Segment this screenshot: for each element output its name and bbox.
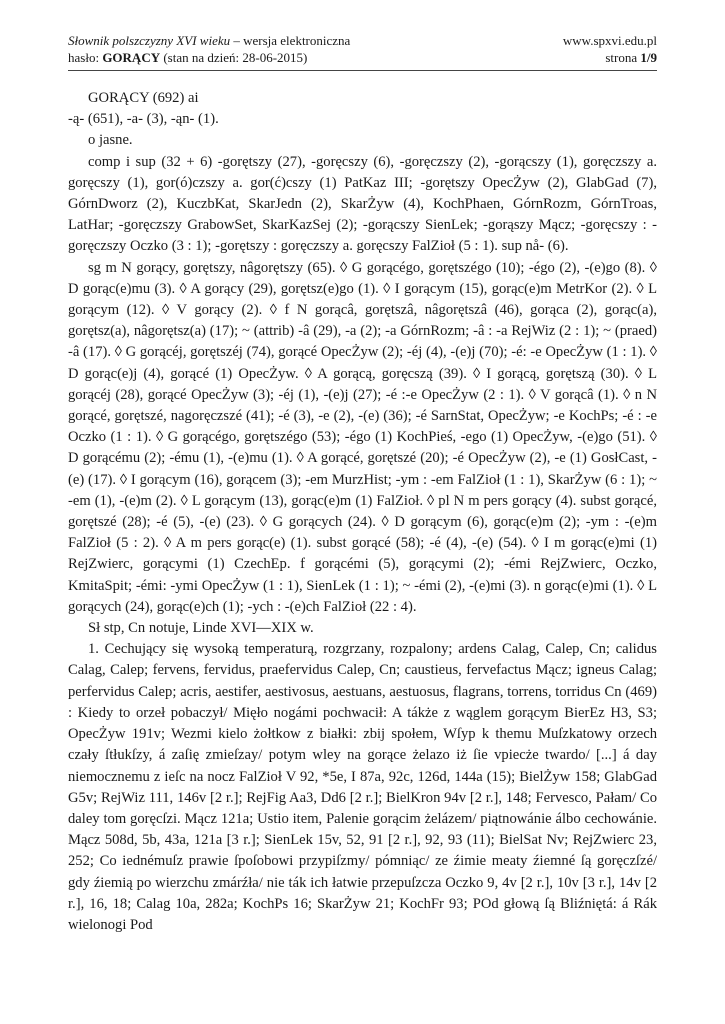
entry-date: (stan na dzień: 28-06-2015) — [160, 50, 308, 65]
header-row-1 — [68, 32, 657, 49]
entry-label: hasło: — [68, 50, 103, 65]
entry-comparison: comp i sup (32 + 6) -gorętszy (27), -goręcszy (6), -goręczszy (2), -gorącszy (1), goręczszy a. goręcszy (1), gor(ó)czszy a. gor(ć)cszy (1) PatKaz III; -gorętszy OpecŻyw (2), GlabGad (7), GórnDworz (2), KuczbKat, SkarJedn (2), SkarŻyw (4), KochPhaen, GórnRozm, GórnTroas, LatHar; -goręczszy GrabowSet, SkarKazSej (2); -gorącszy SienLek; -gorąszy Mącz; -goręcszy : -goręczszy Oczko (3 : 1); -gorętszy : goręczszy a. goręcszy FalZioł (5 : 1). sup nå- (6). — [68, 153, 657, 255]
entry-sources: Sł stp, Cn notuje, Linde XVI—XIX w. — [88, 620, 314, 637]
header-page — [605, 49, 657, 66]
page-header — [68, 32, 657, 66]
page-label: strona — [605, 50, 641, 65]
entry-word: GORĄCY — [102, 50, 161, 65]
header-entry — [68, 49, 307, 66]
header-row-2 — [68, 49, 657, 66]
entry-inflection: sg m N gorący, gorętszy, nâgorętszy (65). ◊ G gorącégo, gorętszégo (10); -égo (2), -(e)go (8). ◊ D gorąc(e)mu (3). ◊ A gorący (29), gorętsz(e)go (1). ◊ I gorącym (15), gorąc(e)m MetrKor (2). ◊ L gorącym (12). ◊ V gorący (2). ◊ f N gorącâ, gorętszâ, nâgorętszâ (46), gorąca (2), gorąc(a), gorętsz(a), nâgorętsz(a) (17); ~ (attrib) -â (29), -a (2); -a GórnRozm; -â : -a RejWiz (2 : 1); ~ (praed) -â (17). ◊ G gorącéj, gorętszéj (74), gorącé OpecŻyw (2); -éj (4), -(e)j (70); -é: -e OpecŻyw (1 : 1). ◊ D gorąc(e)j (4), gorącé (1) OpecŻyw. ◊ A gorącą, goręcszą (39). ◊ I gorącą, gorętszą (30). ◊ L gorącéj (28), gorącé OpecŻyw (3); -éj (1), -(e)j (27); -é :-e OpecŻyw (2 : 1). ◊ V gorącâ (1). ◊ n N gorącé, gorętszé, nagoręczszé (41); -é (3), -e (2), -(e) (36); -é SarnStat, OpecŻyw; -e KochPs; -é : -e Oczko (1 : 1). ◊ G gorącégo, gorętszégo (53); -égo (1) KochPieś, -ego (1) OpecŻyw, -(e)go (51). ◊ D gorącému (2); -ému (1), -(e)mu (1). ◊ A gorącé, gorętszé (20); -é OpecŻyw (2), -e (1) GosłCast, -(e) (17). ◊ I gorącym (16), gorącem (3); -em MurzHist; -ym : -em FalZioł (1 : 1), SkarŻyw (6 : 1); ~ -em (1), -(e)m (2). ◊ L gorącym (13), gorąc(e)m (1) FalZioł. ◊ pl N m pers gorący (4). subst gorącé, gorętszé (28); -é (5), -(e) (23). ◊ G gorących (24). ◊ D gorącym (6), gorąc(e)m (2); -ym : -(e)m FalZioł (5 : 2). ◊ A m pers gorąc(e) (1). subst gorącé (58); -é (4), -(e) (54). ◊ I m gorąc(e)mi (1) RejZwierc, gorącymi (1) CzechEp. f gorącémi (5), gorącymi (2); -émi RejZwierc, Oczko, KmitaSpit; -émi: -ymi OpecŻyw (1 : 1), SienLek (1 : 1); ~ -émi (2), -(e)mi (3). n gorąc(e)mi (1). ◊ L gorących (24), gorąc(e)ch (1); -ych : -(e)ch FalZioł (22 : 4). — [68, 259, 657, 615]
header-title — [68, 32, 350, 49]
page-number: 1/9 — [640, 50, 657, 65]
entry-body — [68, 88, 657, 936]
dictionary-title: Słownik polszczyzny XVI wieku — [68, 33, 231, 48]
entry-headword: GORĄCY (692) ai — [88, 90, 199, 106]
entry-vowel-note: o jasne. — [88, 132, 133, 149]
entry-forms: -ą- (651), -a- (3), -ąn- (1). — [68, 111, 219, 128]
entry-meaning-1: 1. Cechujący się wysoką temperaturą, rozgrzany, rozpalony; ardens Calag, Calep, Cn; calidus Calag, Calep; fervens, fervidus, praefervidus Calep, Cn; caustieus, fervefactus Mącz; igneus Calag; perfervidus Calep; acris, aestifer, aestivosus, aestuans, aestuosus, flagrans, torrens, torridus Cn (469) : Kiedy to orzeł pobaczył/ Mięło nogámi pochwacił: A tákże z wąglem gorącym BierEz H3, S3; OpecŻyw 191v; Wezmi kielo żołtkow z białki: zbij społem, Wſyp k themu Muſzkatowy orzech czały ſtłukſzy, á zaſię zmieſzay/ potym wley na gorące żelazo iż ſie vpiecże twardo/ [...] á day niemocznemu z ieſc na nocz FalZioł V 92, *5e, I 87a, 92c, 126d, 144a (15); BielŻyw 158; GlabGad G5v; RejWiz 111, 146v [2 r.]; RejFig Aa3, Dd6 [2 r.]; BielKron 94v [2 r.], 148; Fervesco, Pałam/ Co daley tom goręcſzi. Mącz 121a; Ustio item, Palenie gorącim żelázem/ piątnowánie álbo cechowánie. Mącz 508d, 5b, 43a, 121a [3 r.]; SienLek 15v, 52, 91 [2 r.], 92, 93 (11); BielSat Nv; RejZwierc 23, 252; Co iednémuſz prawie ſpoſobowi przypiſzmy/ pómniąc/ ze źimie meaty źiemné ſą goręczſzé/ gdy źiemią po wierzchu zmárźła/ nie ták ich łatwie przepuſzcza Oczko 9, 4v [2 r.], 10v [3 r.], 14v [2 r.], 16, 18; Calag 10a, 282a; KochPs 16; SkarŻyw 21; KochFr 93; POd głową ſą Bliźniętá: á Rák wielonogi Pod — [68, 641, 657, 933]
dictionary-version: – wersja elektroniczna — [230, 33, 351, 48]
header-divider — [68, 70, 657, 71]
header-url[interactable]: www.spxvi.edu.pl — [562, 33, 657, 48]
